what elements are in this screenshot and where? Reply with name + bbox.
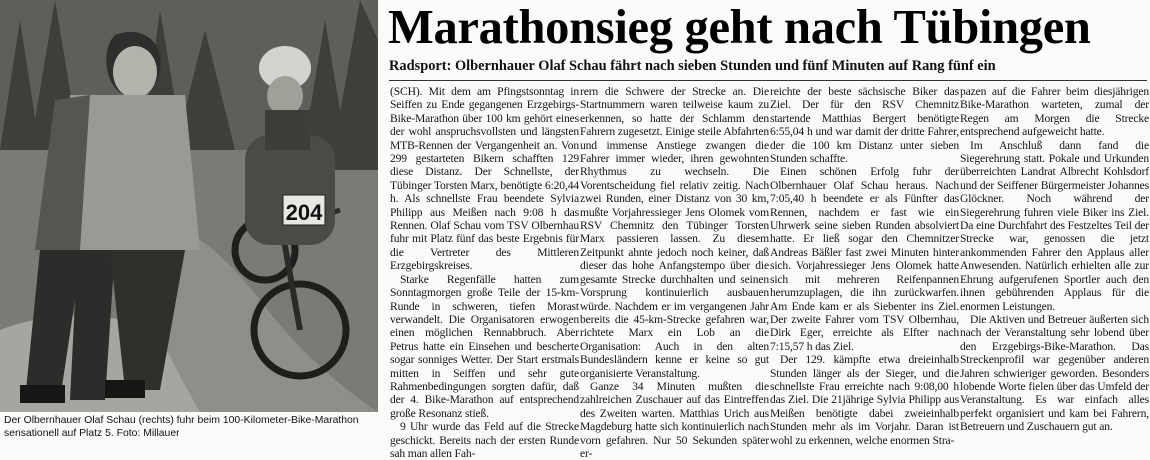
article-column-2 [580,85,769,460]
paragraph: Im Anschluß dann fand die Siegerehrung statt. Pokale und Urkunden überreichten Landrat Albrecht Kohlsdorf und der Seiffener Bürgermeister Johannes Glöckner. Noch während der Siegerehrung fuhren viele Biker ins Ziel. Da eine Durchfahrt des Festzeltes Teil der Strecke war, genossen die jetzt ankommenden Fahrer den Applaus aller Anwesenden. Natürlich erhielten alle zur Ehrung aufgerufenen Sportler auch den ihnen gebührenden Applaus für die enormen Leistungen. [960,138,1149,313]
photo-caption: Der Olbernhauer Olaf Schau (rechts) fuhr beim 100-Kilometer-Bike-Marathon sensationell auf Platz 5. Foto: Millauer [4,415,359,439]
paragraph: Starke Regenfälle hatten zum Sonntagmorgen große Teile der 15-km-Runde in schweren, tiefen Morast verwandelt. Die Organisatoren erwogen einen möglichen Rennabbruch. Aber Petrus hatte ein Einsehen und bescherte sogar sonniges Wetter. Der Start erstmals mitten in Seiffen und sehr gute Rahmenbedingungen sorgten dafür, daß der 4. Bike-Marathon auf entsprechend große Resonanz stieß. [390,272,579,420]
paragraph: (SCH). Mit dem am Pfingstsonntag in Seiffen zu Ende gegangenen Erzgebirgs-Bike-Marathon über 100 km gehört eines der wohl anspruchsvollsten und längsten MTB-Rennen der Vergangenheit an. Von 299 gestarteten Bikern schafften 129 diese Distanz. Der Schnellste, der Tübinger Torsten Marx, benötigte 6:20,44 h. Als schnellste Frau beendete Sylvia Philipp aus Meißen nach 9:08 h das Rennen. Olaf Schau vom TSV Olbernhau fuhr mit Platz fünf das beste Ergebnis für die Vertreter des Mittleren Erzgebirgskreises. [390,85,579,273]
paragraph: Ganze 34 Minuten mußten die zahlreichen Zuschauer auf das Eintreffen des Zweiten warten. Matthias Urich aus Magdeburg hatte sich kontinuierlich nach vorn gefahren. Nur 50 Sekunden später er- [580,379,769,460]
paragraph: pazen auf die Fahrer beim diesjährigen Bike-Marathon warteten, zumal der Regen am Morgen die Strecke entsprechend aufgeweicht hatte. [960,85,1149,139]
paragraph: Einen schönen Erfolg fuhr der Olbernhauer Olaf Schau heraus. Nach 7:05,40 h beendete er als Fünfter das Rennen, nachdem er fast wie ein Uhrwerk seine sieben Runden absolviert hatte. Er ließ sogar den Chemnitzer Andreas Bäßler fast zwei Minuten hinter sich. Vorjahressieger Jens Olomek hatte sich mit mehreren Reifenpannen herumzuplagen, die ihn zurückwarfen. Am Ende kam er als Siebenter ins Ziel. Der zweite Fahrer vom TSV Olbernhau, Dirk Eger, erreichte als Elfter nach 7:15,57 h das Ziel. [770,165,959,353]
paragraph: 9 Uhr wurde das Feld auf die Strecke geschickt. Bereits nach der ersten Runde sah man allen Fah- [390,420,579,460]
headline-rule [389,80,1147,81]
race-photo [0,0,378,412]
article-column-4 [960,85,1149,451]
paragraph: Die Aktiven und Betreuer äußerten sich nach der Veranstaltung sehr lobend über den Erzgebirgs-Bike-Marathon. Das Streckenprofil war gegenüber anderen Jahren schwieriger geworden. Besonders lobende Worte fielen über das Umfeld der Veranstaltung. Es war einfach alles perfekt organisiert und kam bei Fahrern, Betreuern und Zuschauern gut an. [960,312,1149,434]
photo-illustration [0,0,378,412]
article-subheadline: Radsport: Olbernhauer Olaf Schau fährt nach sieben Stunden und fünf Minuten auf Rang fünf ein [389,58,996,74]
paragraph: Der 129. kämpfte etwa dreieinhalb Stunden länger als der Sieger, und die schnellste Frau erreichte nach 9:08,00 h das Ziel. Die 21jährige Sylvia Philipp aus Meißen benötigte dabei zweieinhalb Stunden mehr als im Vorjahr. Daran ist wohl zu erkennen, welche enormen Stra- [770,353,959,447]
article-headline: Marathonsieg geht nach Tübingen [388,1,1091,54]
article-column-3 [770,85,959,451]
bib-number: 204 [285,200,323,225]
paragraph: reichte der beste sächsische Biker das Ziel. Der für den RSV Chemnitz startende Matthias Bergert benötigte 6:55,04 h und war damit der dritte Fahrer, der die 100 km Distanz unter sieben Stunden schaffte. [770,85,959,166]
paragraph: rern die Schwere der Strecke an. Die Startnummern waren teilweise kaum zu erkennen, so hatte der Schlamm den Fahrern zugesetzt. Einige steile Abfahrten und immense Anstiege zwangen die Fahrer immer wieder, ihren gewohnten Rhythmus zu wechseln. Die Vorentscheidung fiel relativ zeitig. Nach zwei Runden, einer Distanz von 30 km, mußte Vorjahressieger Jens Olomek vom RSV Chemnitz den Tübinger Torsten Marx passieren lassen. Zu diesem Zeitpunkt ahnte jedoch noch keiner, daß dieser das hohe Anfangstempo über die gesamte Strecke durchhalten und seinen Vorsprung kontinuierlich ausbauen würde. Nachdem er im vergangenen Jahr bereits die 45-km-Strecke gefahren war, richtete Marx ein Lob an die Organisation: Auch in den alten Bundesländern kenne er keine so gut organisierte Veranstaltung. [580,85,769,380]
article-column-1 [390,85,579,460]
